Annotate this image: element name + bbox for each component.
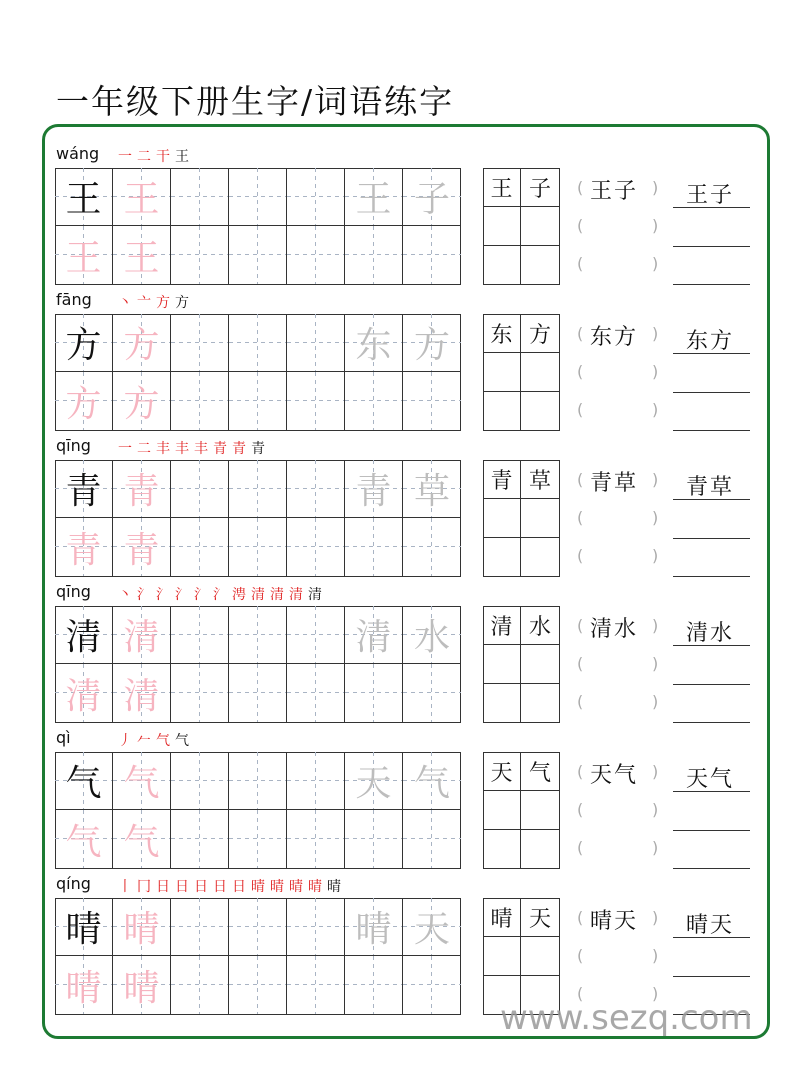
write-line[interactable] xyxy=(673,284,750,285)
stroke-step: 丰 xyxy=(175,441,189,457)
practice-cell[interactable]: 方 xyxy=(403,314,461,372)
practice-cell[interactable] xyxy=(229,372,287,430)
stroke-step: 气 xyxy=(156,733,170,749)
open-paren: ( xyxy=(577,508,584,527)
practice-cell[interactable] xyxy=(229,460,287,518)
practice-cell[interactable]: 东 xyxy=(345,314,403,372)
practice-cell[interactable]: 晴 xyxy=(55,956,113,1014)
practice-cell[interactable] xyxy=(229,956,287,1014)
open-paren: ( xyxy=(577,362,584,381)
practice-cell[interactable]: 方 xyxy=(113,314,171,372)
open-paren: ( xyxy=(577,984,584,1003)
word-cell[interactable]: 天 xyxy=(521,898,559,937)
open-paren: ( xyxy=(577,908,584,927)
stroke-order xyxy=(118,292,194,312)
word-cell[interactable] xyxy=(521,245,559,284)
stroke-step: 日 xyxy=(213,879,227,895)
practice-cell[interactable] xyxy=(345,372,403,430)
word-cell[interactable] xyxy=(521,353,559,392)
practice-cell[interactable] xyxy=(229,226,287,284)
practice-cell[interactable] xyxy=(345,664,403,722)
practice-cell[interactable] xyxy=(171,372,229,430)
pinyin-word: 清水 xyxy=(590,617,639,642)
practice-cell[interactable]: 气 xyxy=(113,810,171,868)
character-block xyxy=(0,730,800,876)
open-paren: ( xyxy=(577,400,584,419)
close-paren: ) xyxy=(652,470,659,489)
practice-cell[interactable]: 青 xyxy=(113,518,171,576)
word-cell[interactable] xyxy=(483,537,521,576)
close-paren: ) xyxy=(652,254,659,273)
close-paren: ) xyxy=(652,946,659,965)
stroke-order xyxy=(118,730,194,750)
word-cell[interactable] xyxy=(483,683,521,722)
open-paren: ( xyxy=(577,470,584,489)
stroke-step: 丶 xyxy=(118,587,132,603)
word-cell[interactable]: 青 xyxy=(483,460,521,499)
open-paren: ( xyxy=(577,324,584,343)
stroke-step: 涄 xyxy=(232,587,246,603)
pinyin-word: 晴天 xyxy=(590,909,639,934)
practice-cell[interactable]: 王 xyxy=(55,226,113,284)
word-grid xyxy=(483,314,560,431)
practice-cell[interactable] xyxy=(171,752,229,810)
page-title: 一年级下册生字/词语练字 xyxy=(56,82,455,121)
practice-cell[interactable]: 气 xyxy=(113,752,171,810)
word-cell[interactable] xyxy=(483,499,521,538)
practice-cell[interactable] xyxy=(229,606,287,664)
practice-cell[interactable] xyxy=(171,664,229,722)
copy-word: 晴天 xyxy=(686,913,735,938)
word-grid xyxy=(483,752,560,869)
word-cell[interactable]: 草 xyxy=(521,460,559,499)
copy-word: 王子 xyxy=(686,183,735,208)
practice-cell[interactable] xyxy=(403,518,461,576)
stroke-step: 王 xyxy=(175,149,189,165)
character-block xyxy=(0,584,800,730)
stroke-step: 丨 xyxy=(118,879,132,895)
practice-grid xyxy=(55,752,461,869)
open-paren: ( xyxy=(577,838,584,857)
write-line[interactable] xyxy=(673,576,750,577)
stroke-step: 二 xyxy=(137,441,151,457)
open-paren: ( xyxy=(577,762,584,781)
practice-cell[interactable] xyxy=(229,664,287,722)
stroke-step: 晴 xyxy=(308,879,322,895)
pinyin: qì xyxy=(56,728,71,747)
stroke-step: 丰 xyxy=(156,441,170,457)
practice-cell[interactable]: 气 xyxy=(403,752,461,810)
stroke-step: 方 xyxy=(156,295,170,311)
word-cell[interactable] xyxy=(483,791,521,830)
word-cell[interactable]: 晴 xyxy=(483,898,521,937)
close-paren: ) xyxy=(652,692,659,711)
practice-cell[interactable]: 晴 xyxy=(345,898,403,956)
practice-cell[interactable] xyxy=(403,810,461,868)
practice-cell[interactable] xyxy=(287,664,345,722)
write-line[interactable] xyxy=(673,684,750,685)
character-block xyxy=(0,292,800,438)
copy-word: 清水 xyxy=(686,621,735,646)
write-line[interactable] xyxy=(673,868,750,869)
stroke-step: 丿 xyxy=(118,733,132,749)
open-paren: ( xyxy=(577,216,584,235)
practice-cell[interactable]: 气 xyxy=(55,810,113,868)
stroke-step: 氵 xyxy=(156,587,170,603)
practice-cell[interactable] xyxy=(229,752,287,810)
stroke-order xyxy=(118,584,327,604)
practice-cell[interactable] xyxy=(403,956,461,1014)
practice-cell[interactable] xyxy=(345,810,403,868)
write-line[interactable] xyxy=(673,722,750,723)
stroke-step: 冂 xyxy=(137,879,151,895)
practice-cell[interactable]: 晴 xyxy=(113,898,171,956)
stroke-step: 丶 xyxy=(118,295,132,311)
practice-cell[interactable] xyxy=(171,956,229,1014)
practice-cell[interactable]: 王 xyxy=(113,168,171,226)
close-paren: ) xyxy=(652,908,659,927)
character-block xyxy=(0,146,800,292)
practice-cell[interactable] xyxy=(171,226,229,284)
open-paren: ( xyxy=(577,546,584,565)
word-cell[interactable] xyxy=(521,645,559,684)
practice-cell[interactable]: 清 xyxy=(55,664,113,722)
word-cell[interactable] xyxy=(483,937,521,976)
stroke-order xyxy=(118,876,346,896)
pinyin: fāng xyxy=(56,290,92,309)
write-line[interactable] xyxy=(673,538,750,539)
stroke-step: 清 xyxy=(270,587,284,603)
stroke-order xyxy=(118,438,270,458)
close-paren: ) xyxy=(652,654,659,673)
practice-cell[interactable]: 水 xyxy=(403,606,461,664)
stroke-step: 方 xyxy=(175,295,189,311)
write-line[interactable] xyxy=(673,246,750,247)
word-cell[interactable]: 子 xyxy=(521,168,559,207)
word-cell[interactable]: 清 xyxy=(483,606,521,645)
practice-cell[interactable] xyxy=(229,898,287,956)
write-line[interactable] xyxy=(673,392,750,393)
stroke-step: 氵 xyxy=(194,587,208,603)
word-cell[interactable] xyxy=(521,937,559,976)
word-cell[interactable]: 气 xyxy=(521,752,559,791)
pinyin: qīng xyxy=(56,436,91,455)
practice-cell[interactable] xyxy=(345,956,403,1014)
stroke-step: 二 xyxy=(137,149,151,165)
word-cell[interactable] xyxy=(521,829,559,868)
practice-cell[interactable]: 晴 xyxy=(55,898,113,956)
stroke-step: 日 xyxy=(175,879,189,895)
practice-cell[interactable]: 方 xyxy=(55,372,113,430)
practice-cell[interactable]: 清 xyxy=(113,606,171,664)
practice-cell[interactable] xyxy=(287,168,345,226)
word-cell[interactable]: 水 xyxy=(521,606,559,645)
word-cell[interactable]: 方 xyxy=(521,314,559,353)
open-paren: ( xyxy=(577,254,584,273)
open-paren: ( xyxy=(577,946,584,965)
practice-cell[interactable] xyxy=(287,314,345,372)
practice-cell[interactable]: 青 xyxy=(345,460,403,518)
open-paren: ( xyxy=(577,654,584,673)
watermark: www.sezq.com xyxy=(500,998,753,1038)
stroke-step: 丰 xyxy=(194,441,208,457)
practice-cell[interactable] xyxy=(229,810,287,868)
practice-grid xyxy=(55,314,461,431)
word-cell[interactable] xyxy=(483,245,521,284)
practice-cell[interactable] xyxy=(287,226,345,284)
stroke-step: 清 xyxy=(251,587,265,603)
copy-word: 东方 xyxy=(686,329,735,354)
practice-cell[interactable] xyxy=(287,460,345,518)
open-paren: ( xyxy=(577,178,584,197)
open-paren: ( xyxy=(577,692,584,711)
stroke-step: 青 xyxy=(232,441,246,457)
stroke-step: 青 xyxy=(213,441,227,457)
close-paren: ) xyxy=(652,800,659,819)
word-cell[interactable] xyxy=(483,645,521,684)
close-paren: ) xyxy=(652,324,659,343)
stroke-step: 氵 xyxy=(175,587,189,603)
close-paren: ) xyxy=(652,216,659,235)
practice-grid xyxy=(55,606,461,723)
close-paren: ) xyxy=(652,508,659,527)
practice-cell[interactable] xyxy=(403,664,461,722)
stroke-order xyxy=(118,146,194,166)
close-paren: ) xyxy=(652,400,659,419)
practice-cell[interactable]: 气 xyxy=(55,752,113,810)
word-cell[interactable]: 天 xyxy=(483,752,521,791)
pinyin: wáng xyxy=(56,144,100,163)
practice-cell[interactable] xyxy=(287,956,345,1014)
practice-cell[interactable]: 天 xyxy=(403,898,461,956)
practice-cell[interactable] xyxy=(171,810,229,868)
practice-cell[interactable] xyxy=(403,226,461,284)
close-paren: ) xyxy=(652,546,659,565)
practice-cell[interactable] xyxy=(171,518,229,576)
open-paren: ( xyxy=(577,616,584,635)
practice-cell[interactable]: 方 xyxy=(55,314,113,372)
word-grid xyxy=(483,606,560,723)
word-cell[interactable] xyxy=(521,207,559,246)
practice-cell[interactable]: 天 xyxy=(345,752,403,810)
pinyin-word: 天气 xyxy=(590,763,639,788)
practice-cell[interactable] xyxy=(171,460,229,518)
practice-cell[interactable] xyxy=(171,898,229,956)
practice-cell[interactable]: 青 xyxy=(55,460,113,518)
practice-cell[interactable] xyxy=(287,898,345,956)
stroke-step: 晴 xyxy=(327,879,341,895)
word-cell[interactable] xyxy=(483,391,521,430)
practice-cell[interactable] xyxy=(287,810,345,868)
copy-word: 天气 xyxy=(686,767,735,792)
practice-cell[interactable] xyxy=(345,518,403,576)
stroke-step: 清 xyxy=(308,587,322,603)
pinyin: qīng xyxy=(56,582,91,601)
copy-word: 青草 xyxy=(686,475,735,500)
practice-cell[interactable] xyxy=(229,168,287,226)
practice-cell[interactable]: 草 xyxy=(403,460,461,518)
pinyin-word: 青草 xyxy=(590,471,639,496)
practice-cell[interactable] xyxy=(287,372,345,430)
character-block xyxy=(0,438,800,584)
write-line[interactable] xyxy=(673,976,750,977)
write-line[interactable] xyxy=(673,830,750,831)
practice-cell[interactable] xyxy=(403,372,461,430)
practice-cell[interactable]: 清 xyxy=(113,664,171,722)
close-paren: ) xyxy=(652,984,659,1003)
stroke-step: 气 xyxy=(175,733,189,749)
practice-cell[interactable] xyxy=(287,752,345,810)
stroke-step: 晴 xyxy=(270,879,284,895)
practice-cell[interactable] xyxy=(345,226,403,284)
word-cell[interactable] xyxy=(483,829,521,868)
stroke-step: 清 xyxy=(289,587,303,603)
practice-cell[interactable]: 王 xyxy=(55,168,113,226)
practice-cell[interactable] xyxy=(229,518,287,576)
practice-grid xyxy=(55,460,461,577)
practice-cell[interactable]: 王 xyxy=(345,168,403,226)
close-paren: ) xyxy=(652,616,659,635)
stroke-step: 亠 xyxy=(137,295,151,311)
word-cell[interactable] xyxy=(521,537,559,576)
pinyin-word: 东方 xyxy=(590,325,639,350)
stroke-step: 氵 xyxy=(137,587,151,603)
practice-cell[interactable] xyxy=(229,314,287,372)
practice-cell[interactable] xyxy=(171,168,229,226)
stroke-step: 干 xyxy=(156,149,170,165)
practice-cell[interactable] xyxy=(287,518,345,576)
word-cell[interactable] xyxy=(521,499,559,538)
close-paren: ) xyxy=(652,838,659,857)
word-grid xyxy=(483,168,560,285)
practice-grid xyxy=(55,168,461,285)
stroke-step: 日 xyxy=(232,879,246,895)
practice-cell[interactable]: 青 xyxy=(55,518,113,576)
stroke-step: 日 xyxy=(194,879,208,895)
practice-cell[interactable]: 方 xyxy=(113,372,171,430)
pinyin: qíng xyxy=(56,874,91,893)
word-cell[interactable] xyxy=(483,353,521,392)
write-line[interactable] xyxy=(673,430,750,431)
stroke-step: 氵 xyxy=(213,587,227,603)
stroke-step: 日 xyxy=(156,879,170,895)
word-cell[interactable] xyxy=(521,391,559,430)
pinyin-word: 王子 xyxy=(590,179,639,204)
close-paren: ) xyxy=(652,178,659,197)
practice-grid xyxy=(55,898,461,1015)
practice-cell[interactable]: 王 xyxy=(113,226,171,284)
practice-cell[interactable]: 清 xyxy=(345,606,403,664)
word-cell[interactable]: 王 xyxy=(483,168,521,207)
practice-cell[interactable]: 青 xyxy=(113,460,171,518)
word-cell[interactable] xyxy=(521,791,559,830)
close-paren: ) xyxy=(652,362,659,381)
word-cell[interactable] xyxy=(483,207,521,246)
practice-cell[interactable] xyxy=(287,606,345,664)
practice-cell[interactable] xyxy=(171,606,229,664)
practice-cell[interactable]: 晴 xyxy=(113,956,171,1014)
close-paren: ) xyxy=(652,762,659,781)
word-grid xyxy=(483,460,560,577)
stroke-step: 青 xyxy=(251,441,265,457)
stroke-step: 一 xyxy=(118,441,132,457)
stroke-step: 一 xyxy=(118,149,132,165)
open-paren: ( xyxy=(577,800,584,819)
word-cell[interactable] xyxy=(521,683,559,722)
practice-cell[interactable] xyxy=(171,314,229,372)
stroke-step: 晴 xyxy=(289,879,303,895)
practice-cell[interactable]: 清 xyxy=(55,606,113,664)
stroke-step: 晴 xyxy=(251,879,265,895)
word-cell[interactable]: 东 xyxy=(483,314,521,353)
stroke-step: 𠂉 xyxy=(137,733,151,749)
practice-cell[interactable]: 子 xyxy=(403,168,461,226)
